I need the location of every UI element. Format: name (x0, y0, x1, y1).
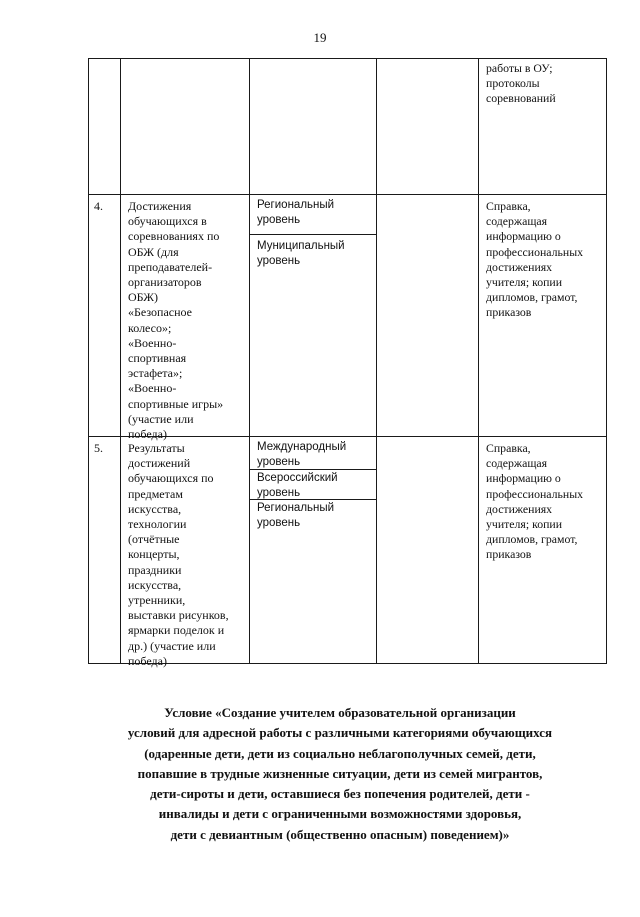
table-col-divider-3 (376, 58, 377, 664)
level-divider-row4 (249, 234, 376, 235)
heading-line: (одаренные дети, дети из социально неблагополучных семей, дети, (144, 745, 536, 761)
level-international: Международный уровень (257, 441, 347, 468)
table-border-top (88, 58, 607, 59)
section-heading (80, 703, 600, 845)
row-documents: Справка, содержащая информацию о профессиональных достижениях учителя; копии дипломов, грамот, приказов (486, 199, 584, 320)
table-row-divider-1 (88, 194, 607, 195)
row-indicator: Результаты достижений обучающихся по предметам искусства, технологии (отчётные концерты, праздники искусства, утренники, выставки рисунков, ярмарки поделок и др.) (участие или победа) (128, 441, 229, 668)
continuation-documents: работы в ОУ; протоколы соревнований (486, 61, 556, 106)
heading-line: дети-сироты и дети, оставшиеся без попечения родителей, дети - (150, 786, 530, 802)
page-number: 19 (313, 30, 327, 45)
row-number: 4. (94, 199, 103, 213)
level-regional: Региональный уровень (257, 502, 335, 529)
table-col-divider-1 (120, 58, 121, 664)
level-regional: Региональный уровень (257, 199, 335, 226)
row-number: 5. (94, 441, 103, 455)
table-col-divider-4 (478, 58, 479, 664)
table-col-divider-2 (249, 58, 250, 664)
heading-line: дети с девиантным (общественно опасным) поведением)» (170, 826, 510, 842)
heading-line: попавшие в трудные жизненные ситуации, дети из семей мигрантов, (137, 765, 543, 781)
row-indicator: Достижения обучающихся в соревнованиях по ОБЖ (для преподавателей- организаторов ОБЖ) «Безопасное колесо»; «Военно- спортивная эстафета»; «Военно- спортивные игры» (участие или победа) (128, 199, 224, 442)
level-all-russian: Всероссийский уровень (257, 472, 338, 499)
table-border-left (88, 58, 89, 664)
heading-line: условий для адресной работы с различными категориями обучающихся (127, 725, 553, 741)
row-documents: Справка, содержащая информацию о профессиональных достижениях учителя; копии дипломов, грамот, приказов (486, 441, 584, 562)
level-municipal: Муниципальный уровень (257, 240, 345, 267)
table-border-right (606, 58, 607, 664)
heading-line: инвалиды и дети с ограниченными возможностями здоровья, (158, 806, 522, 822)
heading-line: Условие «Создание учителем образовательной организации (164, 705, 516, 720)
